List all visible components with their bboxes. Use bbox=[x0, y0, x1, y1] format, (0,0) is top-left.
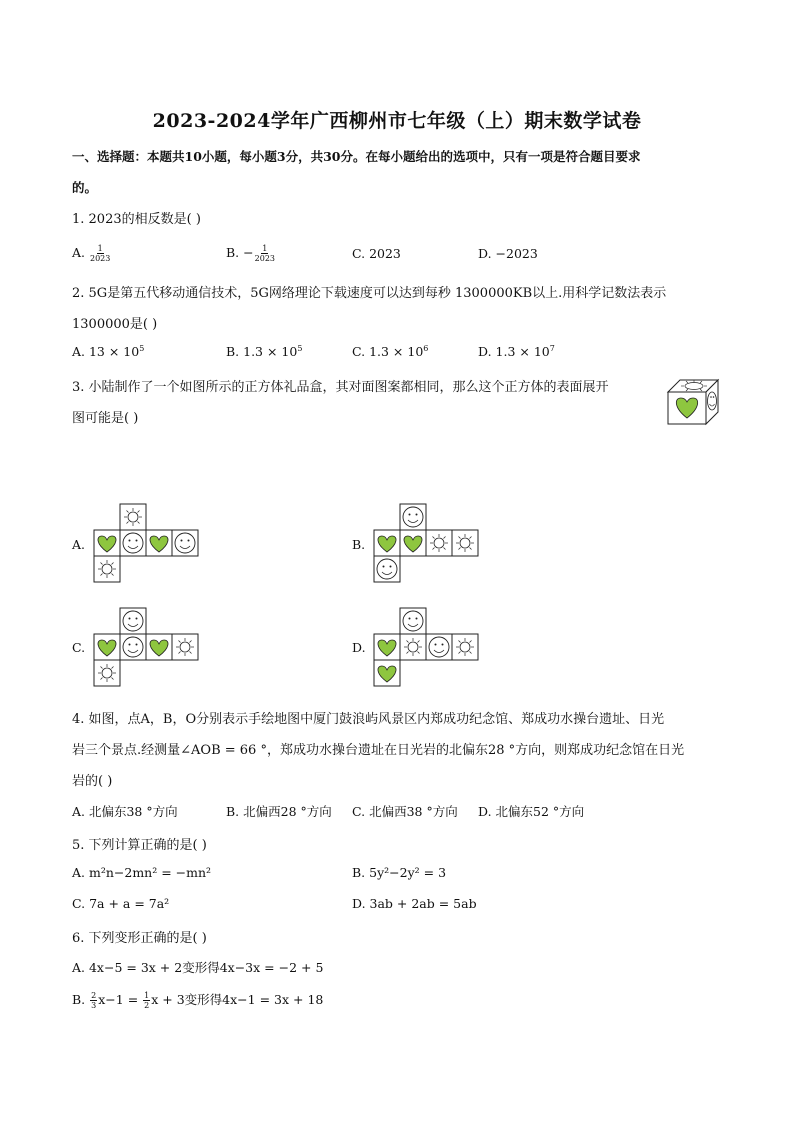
question-4-stem-cont: 岩三个景点.经测量∠AOB = 66 °，郑成功水操台遗址在日光岩的北偏东28 °方向，则郑成功纪念馆在日光 bbox=[72, 743, 685, 758]
question-4-stem: 4. 如图，点A，B，O分别表示手绘地图中厦门鼓浪屿风景区内郑成功纪念馆、郑成功水操台遗址、日光 bbox=[72, 712, 665, 727]
question-2-stem: 2. 5G是第五代移动通信技术，5G网络理论下载速度可以达到每秒 1300000KB以上.用科学记数法表示 bbox=[72, 286, 667, 301]
page-title: 2023-2024学年广西柳州市七年级（上）期末数学试卷 bbox=[152, 110, 642, 132]
q2-option-a: A. $13 \times 10^5$ bbox=[72, 344, 145, 360]
q4-option-c: C. 北偏西38 °方向 bbox=[352, 804, 458, 819]
q1-option-c: C. 2023 bbox=[352, 246, 401, 261]
q3-option-c-label: C. bbox=[72, 640, 86, 655]
question-4-stem-cont2: 岩的( ) bbox=[72, 774, 113, 789]
q2-option-c: C. $1.3 \times 10^6$ bbox=[352, 344, 429, 360]
q3-net-c bbox=[92, 606, 204, 690]
q3-net-d bbox=[372, 606, 484, 690]
q5-option-b: B. 5y²−2y² = 3 bbox=[352, 865, 447, 880]
q3-option-d-label: D. bbox=[352, 640, 366, 655]
q1-option-a: A. $\frac{1}{2023}$ bbox=[72, 244, 111, 263]
q2-option-d: D. $1.3 \times 10^7$ bbox=[478, 344, 555, 360]
q4-option-a: A. 北偏东38 °方向 bbox=[72, 804, 178, 819]
q6-option-a: A. 4x−5 = 3x + 2变形得4x−3x = −2 + 5 bbox=[72, 960, 324, 975]
section-heading-cont: 的。 bbox=[72, 180, 98, 195]
q1-option-d: D. −2023 bbox=[478, 246, 538, 261]
q3-net-a bbox=[92, 502, 204, 586]
question-2-stem-cont: 1300000是( ) bbox=[72, 317, 158, 332]
q5-option-d: D. 3ab + 2ab = 5ab bbox=[352, 896, 477, 911]
q3-option-a-label: A. bbox=[72, 537, 86, 552]
question-1-stem: 1. 2023的相反数是( ) bbox=[72, 212, 201, 227]
q1-option-b: B. − $\frac{1}{2023}$ bbox=[226, 244, 275, 263]
gift-cube-figure bbox=[666, 378, 724, 426]
q5-option-a: A. m²n−2mn² = −mn² bbox=[72, 865, 212, 880]
q2-option-b: B. $1.3 \times 10^5$ bbox=[226, 344, 303, 360]
question-3-stem: 3. 小陆制作了一个如图所示的正方体礼品盒，其对面图案都相同，那么这个正方体的表面展开 bbox=[72, 380, 609, 395]
q5-option-c: C. 7a + a = 7a² bbox=[72, 896, 170, 911]
q4-option-d: D. 北偏东52 °方向 bbox=[478, 804, 585, 819]
question-6-stem: 6. 下列变形正确的是( ) bbox=[72, 931, 207, 946]
q3-net-b bbox=[372, 502, 484, 586]
q6-option-b: B. $\frac{2}{3}$ x−1 = $\frac{1}{2}$ x + 3变形得4x−1 = 3x + 18 bbox=[72, 991, 324, 1010]
q3-option-b-label: B. bbox=[352, 537, 366, 552]
q4-option-b: B. 北偏西28 °方向 bbox=[226, 804, 332, 819]
question-5-stem: 5. 下列计算正确的是( ) bbox=[72, 838, 207, 853]
question-3-stem-cont: 图可能是( ) bbox=[72, 411, 139, 426]
section-heading: 一、选择题：本题共10小题，每小题3分，共30分。在每小题给出的选项中，只有一项是符合题目要求 bbox=[72, 149, 641, 164]
